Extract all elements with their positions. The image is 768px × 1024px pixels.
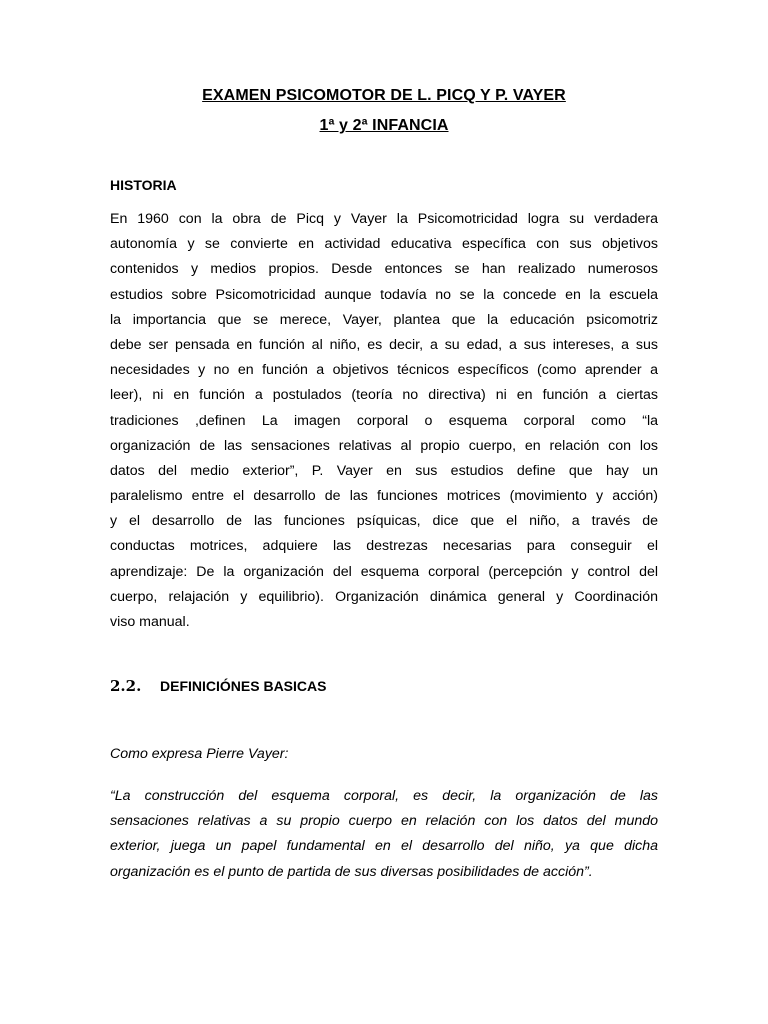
historia-line: debe ser pensada en función al niño, es decir, a su edad, a sus intereses, a sus	[110, 336, 658, 353]
historia-heading: HISTORIA	[110, 177, 177, 193]
historia-line: organización de las sensaciones relativas al propio cuerpo, en relación con los	[110, 437, 658, 454]
quote-line: exterior, juega un papel fundamental en el desarrollo del niño, ya que dicha	[110, 838, 658, 855]
quote-intro: Como expresa Pierre Vayer:	[110, 746, 289, 762]
historia-line: conductas motrices, adquiere las destrezas necesarias para conseguir el	[110, 538, 658, 555]
quote-paragraph	[110, 784, 658, 885]
document-subtitle: 1ª y 2ª INFANCIA	[319, 117, 449, 134]
historia-paragraph	[110, 207, 658, 635]
historia-line: y el desarrollo de las funciones psíquicas, dice que el niño, a través de	[110, 513, 658, 530]
quote-line: “La construcción del esquema corporal, es decir, la organización de las	[110, 788, 658, 804]
historia-line: viso manual.	[110, 614, 190, 630]
section-title: DEFINICIÓNES BASICAS	[160, 678, 327, 694]
section-number: 2.2.	[110, 677, 142, 695]
historia-line: aprendizaje: De la organización del esquema corporal (percepción y control del	[110, 563, 658, 580]
historia-line: necesidades y no en función a objetivos técnicos específicos (como aprender a	[110, 362, 658, 379]
historia-line: paralelismo entre el desarrollo de las funciones motrices (movimiento y acción)	[110, 488, 658, 505]
document-title: EXAMEN PSICOMOTOR DE L. PICQ Y P. VAYER	[202, 87, 566, 104]
historia-line: contenidos y medios propios. Desde entonces se han realizado numerosos	[110, 261, 658, 278]
quote-line: sensaciones relativas a su propio cuerpo en relación con los datos del mundo	[110, 813, 658, 830]
historia-line: autonomía y se convierte en actividad educativa específica con sus objetivos	[110, 236, 658, 253]
historia-line: leer), ni en función a postulados (teoría no directiva) ni en función a ciertas	[110, 387, 658, 404]
quote-line: organización es el punto de partida de sus diversas posibilidades de acción”.	[110, 863, 593, 880]
historia-line: la importancia que se merece, Vayer, plantea que la educación psicomotriz	[110, 311, 658, 328]
section-heading	[110, 677, 326, 695]
historia-line: tradiciones ,definen La imagen corporal o esquema corporal como “la	[110, 412, 658, 429]
historia-line: estudios sobre Psicomotricidad aunque todavía no se la concede en la escuela	[110, 286, 658, 303]
historia-line: cuerpo, relajación y equilibrio). Organización dinámica general y Coordinación	[110, 588, 658, 605]
historia-line: En 1960 con la obra de Picq y Vayer la Psicomotricidad logra su verdadera	[110, 211, 658, 227]
historia-line: datos del medio exterior”, P. Vayer en sus estudios define que hay un	[110, 462, 658, 479]
